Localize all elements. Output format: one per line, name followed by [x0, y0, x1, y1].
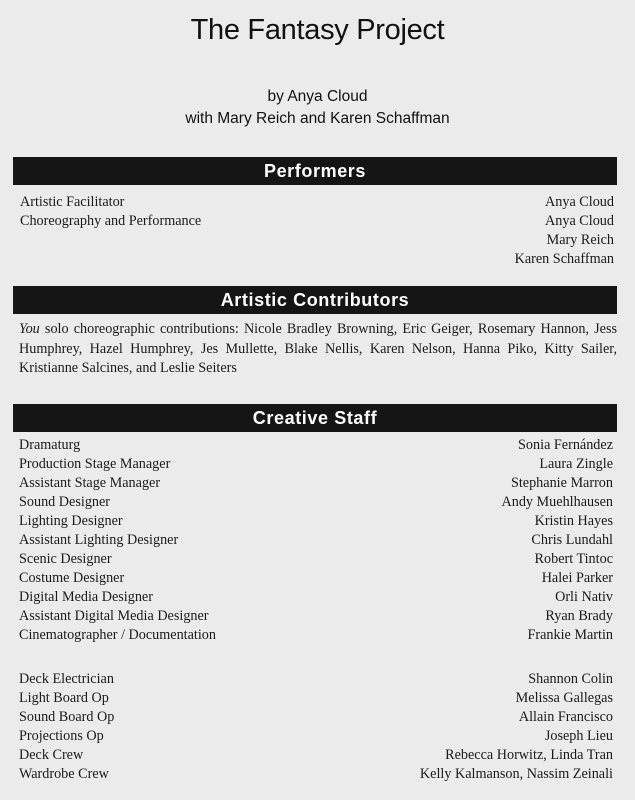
credit-name: Shannon Colin: [528, 671, 613, 687]
credit-role: Assistant Stage Manager: [19, 475, 161, 491]
credit-role: Dramaturg: [19, 437, 81, 453]
credit-role: Deck Crew: [19, 747, 84, 763]
credit-name: Anya Cloud: [545, 194, 614, 210]
artistic-contributors-text: [19, 320, 617, 379]
credit-name: Kelly Kalmanson, Nassim Zeinali: [419, 766, 613, 782]
credit-name: Chris Lundahl: [531, 532, 613, 548]
crew-list: [19, 670, 613, 784]
credit-row: [20, 193, 614, 212]
contributors-body: solo choreographic contributions: Nicole Bradley Browning, Eric Geiger, Rosemary Hannon, Jess Humphrey, Hazel Humphrey, Jes Mullette, Blake Nellis, Karen Nelson, Hanna Piko, Kitty Sailer, Kristianne Salcines, and Leslie Seiters: [19, 321, 617, 376]
credit-role: Lighting Designer: [19, 513, 123, 529]
credit-role: Assistant Digital Media Designer: [19, 608, 209, 624]
credit-name: Kristin Hayes: [534, 513, 613, 529]
credit-role: Sound Board Op: [19, 709, 115, 725]
credit-row: [19, 689, 613, 708]
credit-name: Melissa Gallegas: [515, 690, 613, 706]
byline-author: by Anya Cloud: [267, 88, 368, 105]
performers-list: [20, 193, 614, 269]
credit-role: Cinematographer / Documentation: [19, 627, 216, 643]
byline-collaborators: with Mary Reich and Karen Schaffman: [185, 110, 450, 127]
credit-role: Digital Media Designer: [19, 589, 153, 605]
credit-name: Rebecca Horwitz, Linda Tran: [445, 747, 613, 763]
creative-staff-list: [19, 436, 613, 645]
credit-name: Allain Francisco: [518, 709, 613, 725]
performers-heading: Performers: [13, 157, 617, 185]
credit-name: Anya Cloud: [545, 213, 614, 229]
credit-role: Choreography and Performance: [20, 213, 202, 229]
credit-name: Halei Parker: [541, 570, 613, 586]
credit-row: [19, 493, 613, 512]
credit-name: Sonia Fernández: [518, 437, 613, 453]
credit-name: Ryan Brady: [545, 608, 613, 624]
credit-row: [19, 455, 613, 474]
credit-name: Joseph Lieu: [544, 728, 613, 744]
credit-row: [19, 550, 613, 569]
credit-row: [19, 708, 613, 727]
credit-row: [19, 512, 613, 531]
credit-row: [19, 607, 613, 626]
credit-row: [19, 626, 613, 645]
credit-row: [19, 474, 613, 493]
credit-name: Karen Schaffman: [514, 251, 614, 267]
credit-name: Stephanie Marron: [510, 475, 613, 491]
credit-name: Frankie Martin: [527, 627, 613, 643]
credit-row: [20, 212, 614, 231]
credit-name: Andy Muehlhausen: [501, 494, 613, 510]
page-title: The Fantasy Project: [190, 14, 445, 46]
credit-role: Artistic Facilitator: [20, 194, 125, 210]
credit-row: [20, 231, 614, 250]
credit-row: [19, 765, 613, 784]
credit-row: [19, 670, 613, 689]
credit-name: Orli Nativ: [555, 589, 613, 605]
credit-row: [19, 727, 613, 746]
credit-name: Mary Reich: [546, 232, 614, 248]
creative-staff-heading: Creative Staff: [13, 404, 617, 432]
credit-role: Projections Op: [19, 728, 104, 744]
contributors-lead: You: [19, 321, 40, 337]
credit-role: Scenic Designer: [19, 551, 112, 567]
credit-role: Sound Designer: [19, 494, 111, 510]
credit-row: [20, 250, 614, 269]
credit-row: [19, 436, 613, 455]
credit-row: [19, 569, 613, 588]
credit-role: Production Stage Manager: [19, 456, 171, 472]
credit-role: Assistant Lighting Designer: [19, 532, 179, 548]
credit-row: [19, 531, 613, 550]
credit-name: Robert Tintoc: [534, 551, 613, 567]
artistic-contributors-heading: Artistic Contributors: [13, 286, 617, 314]
credit-name: Laura Zingle: [539, 456, 613, 472]
credit-row: [19, 588, 613, 607]
credit-row: [19, 746, 613, 765]
credit-role: Costume Designer: [19, 570, 125, 586]
credit-role: Wardrobe Crew: [19, 766, 109, 782]
credit-role: Deck Electrician: [19, 671, 114, 687]
credit-role: Light Board Op: [19, 690, 109, 706]
